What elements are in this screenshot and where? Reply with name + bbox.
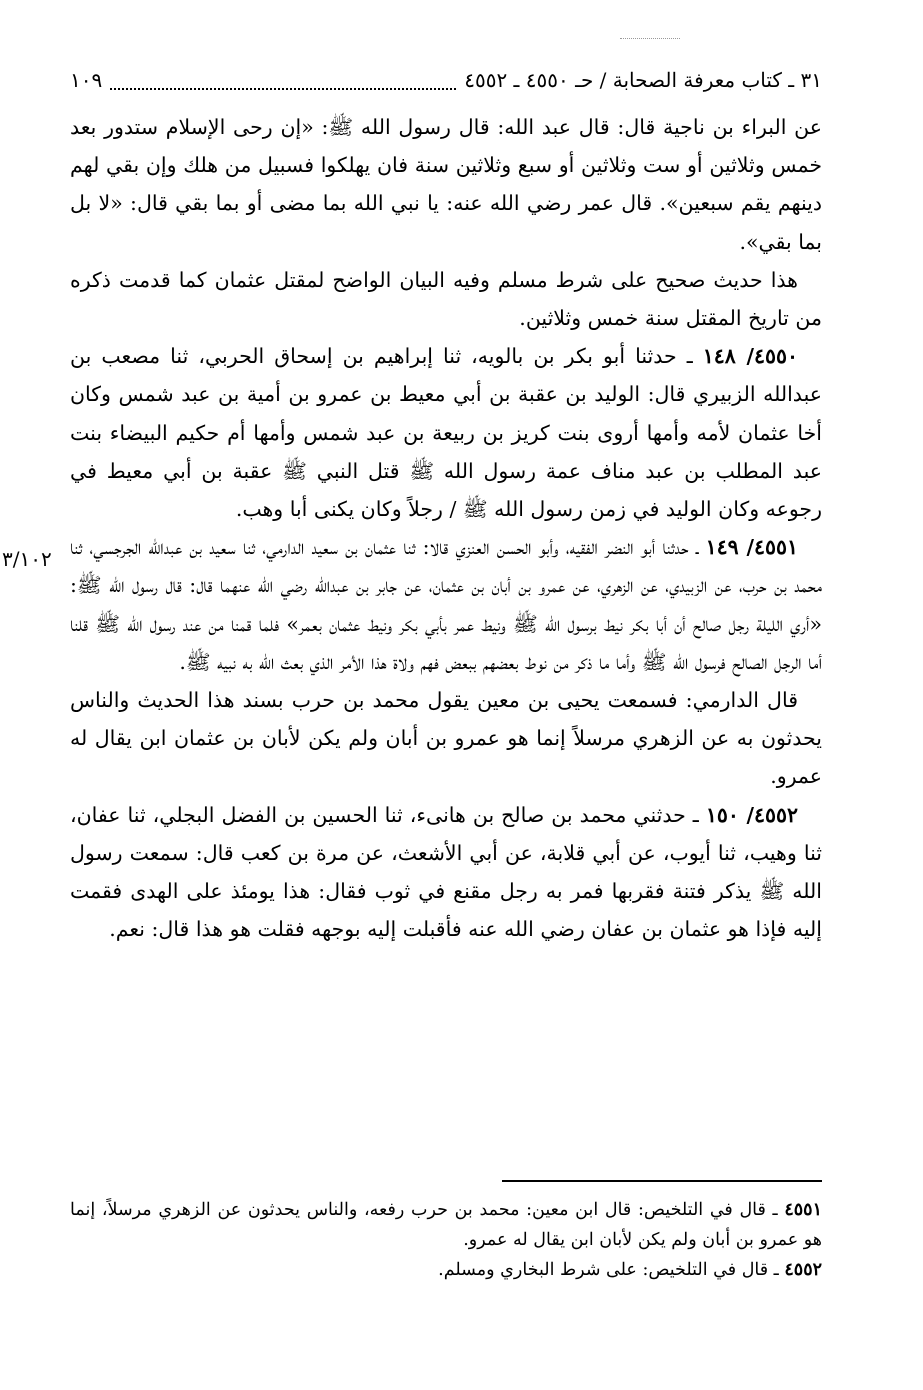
hadith-paragraph xyxy=(70,337,822,528)
footnote-rule xyxy=(502,1180,822,1182)
paragraph-text: ـ حدثنا أبو بكر بن بالويه، ثنا إبراهيم بن إسحاق الحربي، ثنا مصعب بن عبدالله الزبيري قال: الوليد بن عقبة بن أبي معيط بن عمرو بن أمية بن عبد شمس وكان أخا عثمان لأمه وأمها أروى بنت كريز بن ربيعة بن عبد شمس وأمها أم حكيم البيضاء بنت عبد المطلب بن عبد مناف عمة رسول الله ﷺ قتل النبي ﷺ عقبة بن أبي معيط في رجوعه وكان الوليد في زمن رسول الله ﷺ / رجلاً وكان يكنى أبا وهب. xyxy=(70,344,822,522)
hadith-paragraph xyxy=(70,796,822,949)
footnote-number: ٤٥٥١ xyxy=(784,1200,822,1220)
scan-artifact xyxy=(620,38,680,45)
paragraph xyxy=(70,261,822,337)
main-text xyxy=(70,108,822,948)
paragraph-text: هذا حديث صحيح على شرط مسلم وفيه البيان الواضح لمقتل عثمان كما قدمت ذكره من تاريخ المقتل سنة خمس وثلاثين. xyxy=(70,267,822,331)
paragraph-text: ـ حدثني محمد بن صالح بن هانىء، ثنا الحسين بن الفضل البجلي، ثنا عفان، ثنا وهيب، ثنا أيوب، عن أبي قلابة، عن أبي الأشعث، عن مرة بن كعب قال: سمعت رسول الله ﷺ يذكر فتنة فقربها فمر به رجل مقنع في ثوب فقال: هذا يومئذ على الهدى فقمت إليه فإذا هو عثمان بن عفان رضي الله عنه فأقبلت إليه بوجهه فقلت هو هذا قال: نعم. xyxy=(70,802,822,942)
hadith-number: ٤٥٥٢/ ١٥٠ xyxy=(705,802,799,827)
paragraph xyxy=(70,681,822,796)
footnote-text: ـ قال في التلخيص: قال ابن معين: محمد بن حرب رفعه، والناس يحدثون عن الزهري مرسلاً، إنما هو عمرو بن أبان ولم يكن لأبان ابن يقال له عمرو. xyxy=(70,1200,822,1250)
footnote xyxy=(70,1255,822,1285)
paragraph-text: ـ حدثنا أبو النضر الفقيه، وأبو الحسن العنزي قالا: ثنا عثمان بن سعيد الدارمي، ثنا سعيد بن عبدالله الجرجسي، ثنا محمد بن حرب، عن الزبيدي، عن الزهري، عن عمرو بن أبان بن عثمان، عن جابر بن عبدالله رضي الله عنهما قال: قال رسول الله ﷺ: «أري الليلة رجل صالح أن أبا بكر نيط برسول الله ﷺ ونيط عمر بأبي بكر ونيط عثمان بعمر» فلما قمنا من عند رسول الله ﷺ قلنا أما الرجل الصالح فرسول الله ﷺ وأما ما ذكر من نوط بعضهم ببعض فهم ولاة هذا الأمر الذي بعث الله به نبيه ﷺ. xyxy=(70,535,822,674)
paragraph xyxy=(70,108,822,261)
page-number: ١٠٩ xyxy=(70,68,103,92)
hadith-number: ٤٥٥١/ ١٤٩ xyxy=(705,535,798,560)
paragraph-text: قال الدارمي: فسمعت يحيى بن معين يقول محمد بن حرب بسند هذا الحديث والناس يحدثون به عن الزهري مرسلاً إنما هو عمرو بن أبان ولم يكن لأبان بن عثمان ابن يقال له عمرو. xyxy=(70,688,822,789)
book-page xyxy=(2,60,822,1360)
header-leader-dots xyxy=(110,70,456,90)
footnotes xyxy=(70,1195,822,1285)
paragraph-text: عن البراء بن ناجية قال: قال عبد الله: قال رسول الله ﷺ: «إن رحى الإسلام ستدور بعد خمس وثلاثين أو ست وثلاثين أو سبع وثلاثين سنة فان يهلكوا فسبيل من هلك وإن بقي لهم دينهم يقم سبعين». قال عمر رضي الله عنه: يا نبي الله بما مضى أو بما بقي قال: «لا بل بما بقي». xyxy=(70,115,822,254)
footnote xyxy=(70,1195,822,1255)
running-header xyxy=(70,60,822,100)
header-title: ٣١ ـ كتاب معرفة الصحابة / حـ ٤٥٥٠ ـ ٤٥٥٢ xyxy=(464,68,822,92)
footnote-number: ٤٥٥٢ xyxy=(784,1260,822,1280)
hadith-number: ٤٥٥٠/ ١٤٨ xyxy=(702,344,798,369)
margin-reference: ٣/١٠٢ xyxy=(2,547,52,571)
hadith-paragraph xyxy=(70,528,822,681)
footnote-text: ـ قال في التلخيص: على شرط البخاري ومسلم. xyxy=(438,1260,779,1280)
